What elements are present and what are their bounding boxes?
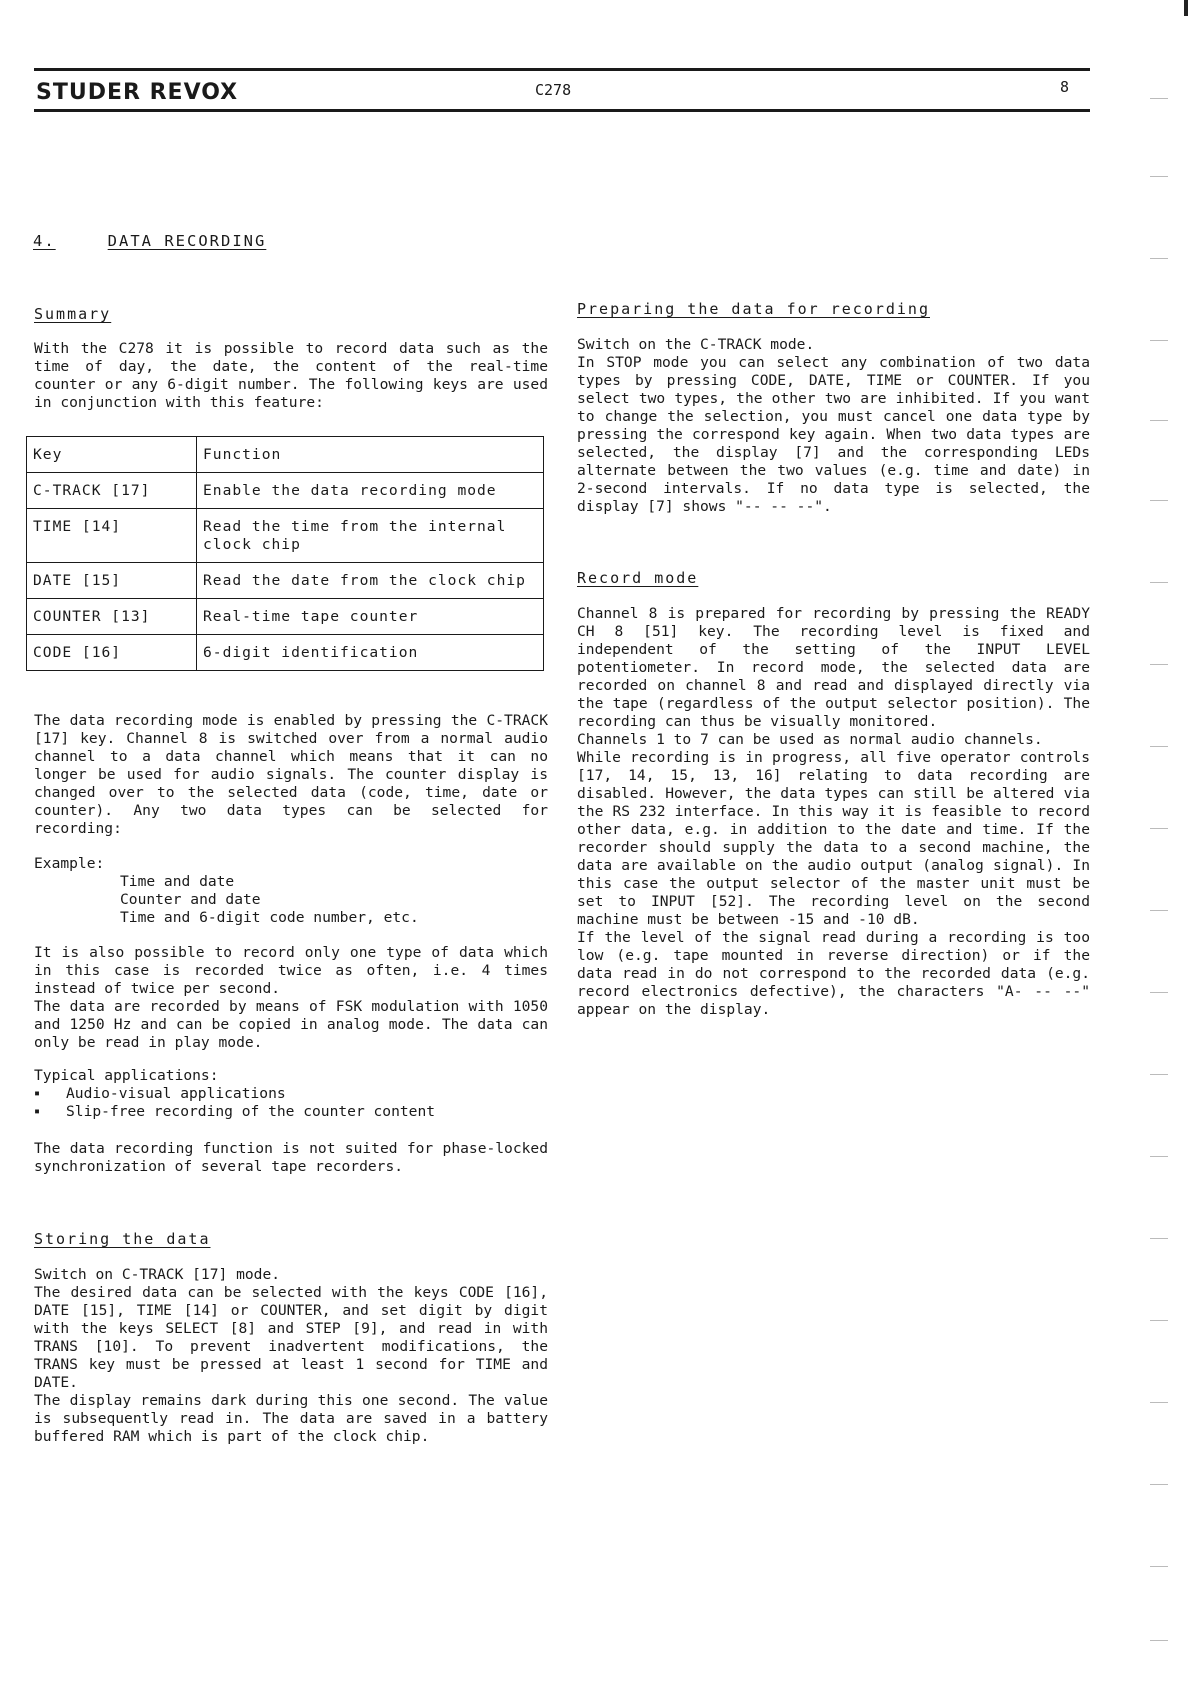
record-mode-section bbox=[577, 569, 1090, 587]
summary-paragraph-4: The data are recorded by means of FSK modulation with 1050 and 1250 Hz and can be copied in analog mode. The data can only be read in play mode. bbox=[34, 998, 548, 1051]
table-row bbox=[27, 509, 544, 563]
summary-paragraph-2: The data recording mode is enabled by pressing the C-TRACK [17] key. Channel 8 is switched over from a normal audio channel to a data channel which means that it can no longer be used for audio signals. The counter display is changed over to the selected data (code, time, date or counter). Any two data types can be selected for recording: bbox=[34, 712, 548, 837]
margin-tick bbox=[1150, 1402, 1168, 1403]
margin-tick bbox=[1150, 176, 1168, 177]
margin-tick bbox=[1150, 1640, 1168, 1641]
page-number: 8 bbox=[1060, 78, 1070, 96]
margin-tick bbox=[1150, 1484, 1168, 1485]
model-label: C278 bbox=[535, 81, 572, 99]
example-item: Time and 6-digit code number, etc. bbox=[120, 909, 419, 926]
record-mode-heading: Record mode bbox=[577, 569, 699, 587]
margin-tick bbox=[1150, 828, 1168, 829]
table-header-row bbox=[27, 437, 544, 473]
margin-tick bbox=[1150, 1238, 1168, 1239]
margin-tick bbox=[1150, 1320, 1168, 1321]
storing-line: The desired data can be selected with the keys CODE [16], DATE [15], TIME [14] or COUNTER, and set digit by digit with the keys SELECT [8] and STEP [9], and read in with TRANS [10]. To prevent inadvertent modifications, the TRANS key must be pressed at least 1 second for TIME and DATE. bbox=[34, 1284, 548, 1391]
margin-tick bbox=[1150, 992, 1168, 993]
applications-list bbox=[34, 1085, 548, 1121]
margin-tick bbox=[1150, 1566, 1168, 1567]
page-edge-mark bbox=[1184, 0, 1188, 16]
table-cell-function: Enable the data recording mode bbox=[197, 473, 544, 509]
storing-line: The display remains dark during this one second. The value is subsequently read in. The data are saved in a battery buffered RAM which is part of the clock chip. bbox=[34, 1392, 548, 1445]
summary-heading: Summary bbox=[34, 305, 112, 323]
list-item: ▪ Audio-visual applications bbox=[34, 1085, 548, 1103]
margin-tick bbox=[1150, 1074, 1168, 1075]
margin-tick bbox=[1150, 500, 1168, 501]
margin-tick bbox=[1150, 1156, 1168, 1157]
table-cell-key: C-TRACK [17] bbox=[27, 473, 197, 509]
table-cell-key: CODE [16] bbox=[27, 635, 197, 671]
header-bottom-rule bbox=[34, 109, 1090, 112]
key-function-table bbox=[26, 436, 544, 671]
margin-tick bbox=[1150, 98, 1168, 99]
table-row bbox=[27, 599, 544, 635]
record-mode-body bbox=[577, 605, 1090, 1019]
table-cell-key: COUNTER [13] bbox=[27, 599, 197, 635]
record-mode-line: Channel 8 is prepared for recording by pressing the READY CH 8 [51] key. The recording level is fixed and independent of the setting of the INPUT LEVEL potentiometer. In record mode, the selected data are recorded on channel 8 and read and displayed directly via the tape (regardless of the output selector position). The recording can thus be visually monitored. bbox=[577, 605, 1090, 730]
summary-paragraph-3: It is also possible to record only one type of data which in this case is recorded twice as often, i.e. 4 times instead of twice per second. bbox=[34, 944, 548, 997]
record-mode-line: Channels 1 to 7 can be used as normal audio channels. bbox=[577, 731, 1043, 748]
table-cell-function: Read the time from the internal clock chip bbox=[197, 509, 544, 563]
margin-tick bbox=[1150, 420, 1168, 421]
table-header-key: Key bbox=[27, 437, 197, 473]
example-item: Time and date bbox=[120, 873, 235, 890]
preparing-section bbox=[577, 300, 1090, 318]
margin-tick bbox=[1150, 582, 1168, 583]
summary-paragraph-5: The data recording function is not suited for phase-locked synchronization of several tape recorders. bbox=[34, 1140, 548, 1175]
margin-tick bbox=[1150, 664, 1168, 665]
section-heading: DATA RECORDING bbox=[107, 232, 267, 250]
table-row bbox=[27, 473, 544, 509]
storing-heading: Storing the data bbox=[34, 1230, 211, 1248]
preparing-heading: Preparing the data for recording bbox=[577, 300, 930, 318]
table-row bbox=[27, 563, 544, 599]
margin-tick bbox=[1150, 746, 1168, 747]
header-top-rule bbox=[34, 68, 1090, 71]
margin-tick bbox=[1150, 910, 1168, 911]
table-row bbox=[27, 635, 544, 671]
summary-section bbox=[34, 305, 548, 323]
record-mode-line: While recording is in progress, all five operator controls [17, 14, 15, 13, 16] relating to data recording are disabled. However, the data types can still be altered via the RS 232 interface. In this way it is feasible to record other data, e.g. in addition to the date and time. If the recorder should supply the data to a second machine, the data are available on the audio output (analog signal). In this case the output selector of the master unit must be set to INPUT [52]. The recording level on the second machine must be between -15 and -10 dB. bbox=[577, 749, 1090, 928]
table-cell-key: TIME [14] bbox=[27, 509, 197, 563]
table-header-function: Function bbox=[197, 437, 544, 473]
table-cell-function: Read the date from the clock chip bbox=[197, 563, 544, 599]
storing-body bbox=[34, 1266, 548, 1446]
margin-tick bbox=[1150, 340, 1168, 341]
example-block bbox=[34, 855, 548, 927]
example-item: Counter and date bbox=[120, 891, 261, 908]
storing-line: Switch on C-TRACK [17] mode. bbox=[34, 1266, 281, 1283]
brand-logo: STUDER REVOX bbox=[36, 80, 239, 105]
applications-label: Typical applications: bbox=[34, 1067, 219, 1084]
table-cell-function: 6-digit identification bbox=[197, 635, 544, 671]
storing-section bbox=[34, 1230, 548, 1248]
preparing-line: Switch on the C-TRACK mode. bbox=[577, 336, 815, 353]
section-number: 4. bbox=[33, 232, 56, 250]
table-cell-function: Real-time tape counter bbox=[197, 599, 544, 635]
margin-tick bbox=[1150, 258, 1168, 259]
applications-block bbox=[34, 1067, 548, 1121]
summary-intro: With the C278 it is possible to record data such as the time of day, the date, the content of the real-time counter or any 6-digit number. The following keys are used in conjunction with this feature: bbox=[34, 340, 548, 411]
example-label: Example: bbox=[34, 855, 105, 872]
list-item: ▪ Slip-free recording of the counter content bbox=[34, 1103, 548, 1121]
record-mode-line: If the level of the signal read during a recording is too low (e.g. tape mounted in reverse direction) or if the data read in do not correspond to the recorded data (e.g. record electronics defective), the characters "A- -- --" appear on the display. bbox=[577, 929, 1090, 1018]
section-title bbox=[33, 232, 543, 250]
table-cell-key: DATE [15] bbox=[27, 563, 197, 599]
preparing-line: In STOP mode you can select any combination of two data types by pressing CODE, DATE, TIME or COUNTER. If you select two types, the other two are inhibited. If you want to change the selection, you must cancel one data type by pressing the correspond key again. When two data types are selected, the display [7] and the corresponding LEDs alternate between the two values (e.g. time and date) in 2-second intervals. If no data type is selected, the display [7] shows "-- -- --". bbox=[577, 354, 1090, 515]
preparing-body bbox=[577, 336, 1090, 516]
